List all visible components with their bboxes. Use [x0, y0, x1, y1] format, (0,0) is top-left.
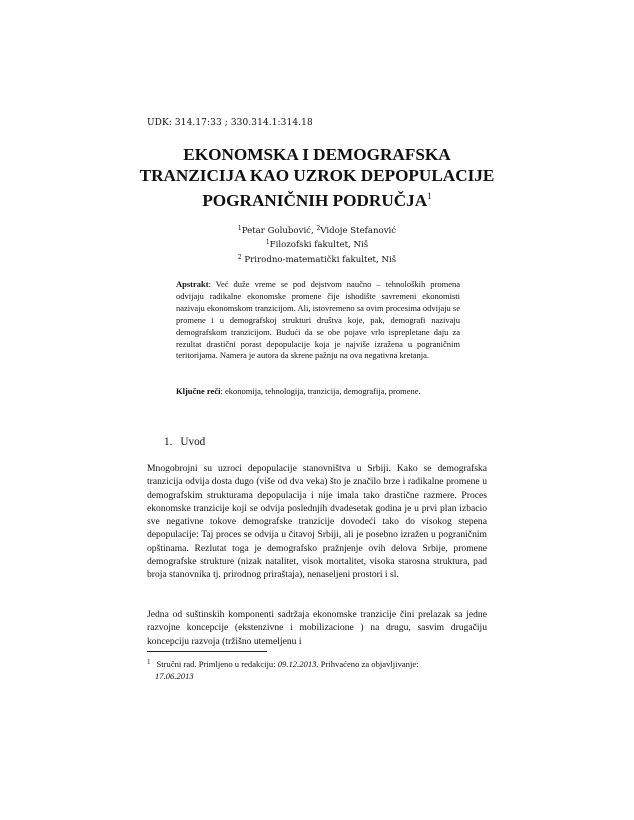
- paper-title: [120, 144, 514, 211]
- keywords-text: : ekonomija, tehnologija, tranzicija, demografija, promene.: [220, 386, 421, 396]
- section-title: Uvod: [180, 436, 206, 448]
- udk-code: UDK: 314.17:33 ; 330.314.1:314.18: [147, 118, 313, 128]
- title-line: EKONOMSKA I DEMOGRAFSKA: [183, 145, 451, 164]
- section-number: 1.: [164, 436, 173, 448]
- title-line: TRANZICIJA KAO UZROK DEPOPULACIJE: [139, 166, 495, 185]
- section-heading: [164, 436, 205, 448]
- footnote-divider: [147, 651, 267, 652]
- author-block: [150, 223, 484, 266]
- body-paragraph: Jedna od suštinskih komponenti sadržaja ekonomske tranzicije čini prelazak sa jedne razvojne koncepcije (ekstenzivne i mobilizacione ) na drugu, sasvim drugačiju koncepciju razvoja (tržišno utemeljenu i: [147, 609, 487, 647]
- author-names: $^1$Petar Golubović, $^2$Vidoje Stefanović: [237, 225, 397, 236]
- title-line-text: POGRANIČNIH PODRUČJA: [202, 191, 428, 210]
- affiliation-2: $^2$ Prirodno-matematički fakultet, Niš: [237, 253, 397, 265]
- abstract-text: : Već duže vreme se pod dejstvom naučno – tehnoloških promena odvijaju radikalne ekonomske promene čije ishodište savremeni ekonomisti nazivaju ekonomskom tranzicijom. Ali, istovremeno sa ovim procesima odvijaju se promene i u demografskoj strukturi društva koje, pak, demografi nazivaju demografskom tranzicijom. Budući da se obe pojave vrlo isprepletane daju za rezultat drastični porast depopulacije koja je najviše izražena u pograničnim teritorijama. Namera je autora da skrene pažnju na ova negativna kretanja.: [176, 279, 460, 361]
- date-accepted: 17.06.2013: [155, 671, 194, 681]
- footnote-mark: 1: [147, 658, 151, 666]
- title-line: [120, 186, 514, 211]
- affiliation-1: $^1$Filozofski fakultet, Niš: [265, 239, 369, 251]
- body-paragraph: Mnogobrojni su uzroci depopulacije stanovništva u Srbiji. Kako se demografska tranzicija odvija dosta dugo (više od dva veka) što je značilo brze i radikalne promene u demografskim strukturama depopulacija i nije imala tako drastične razmere. Proces ekonomske tranzicije koji se odvija poslednjih dvadesetak godina je u prvi plan izbacio sve negativne tokove demografske tranzicije dovodeći tako do visokog stepena depopulacije: Taj proces se odvija u čitavoj Srbiji, ali je posebno izražen u pograničnim opštinama. Rezlutat toga je demografsko pražnjenje ovih delova Srbije, promene demografske strukture (nizak natalitet, visok mortalitet, visoka starosna struktura, pad broja stanovnika tj. prirodnog priraštaja), nenaseljeni prostori i sl.: [147, 463, 487, 581]
- keywords: [176, 386, 460, 398]
- date-received: 09.12.2013.: [277, 659, 319, 669]
- abstract-label: Apstrakt: [176, 279, 209, 289]
- keywords-label: Ključne reči: [176, 386, 221, 396]
- footnote: $^1$ Stručni rad. Primljeno u redakciju: 09.12.2013. Prihvaćeno za objavljivanje: 17.06.2013: [147, 658, 419, 681]
- title-footnote-ref[interactable]: 1: [427, 191, 432, 201]
- abstract: [176, 279, 460, 362]
